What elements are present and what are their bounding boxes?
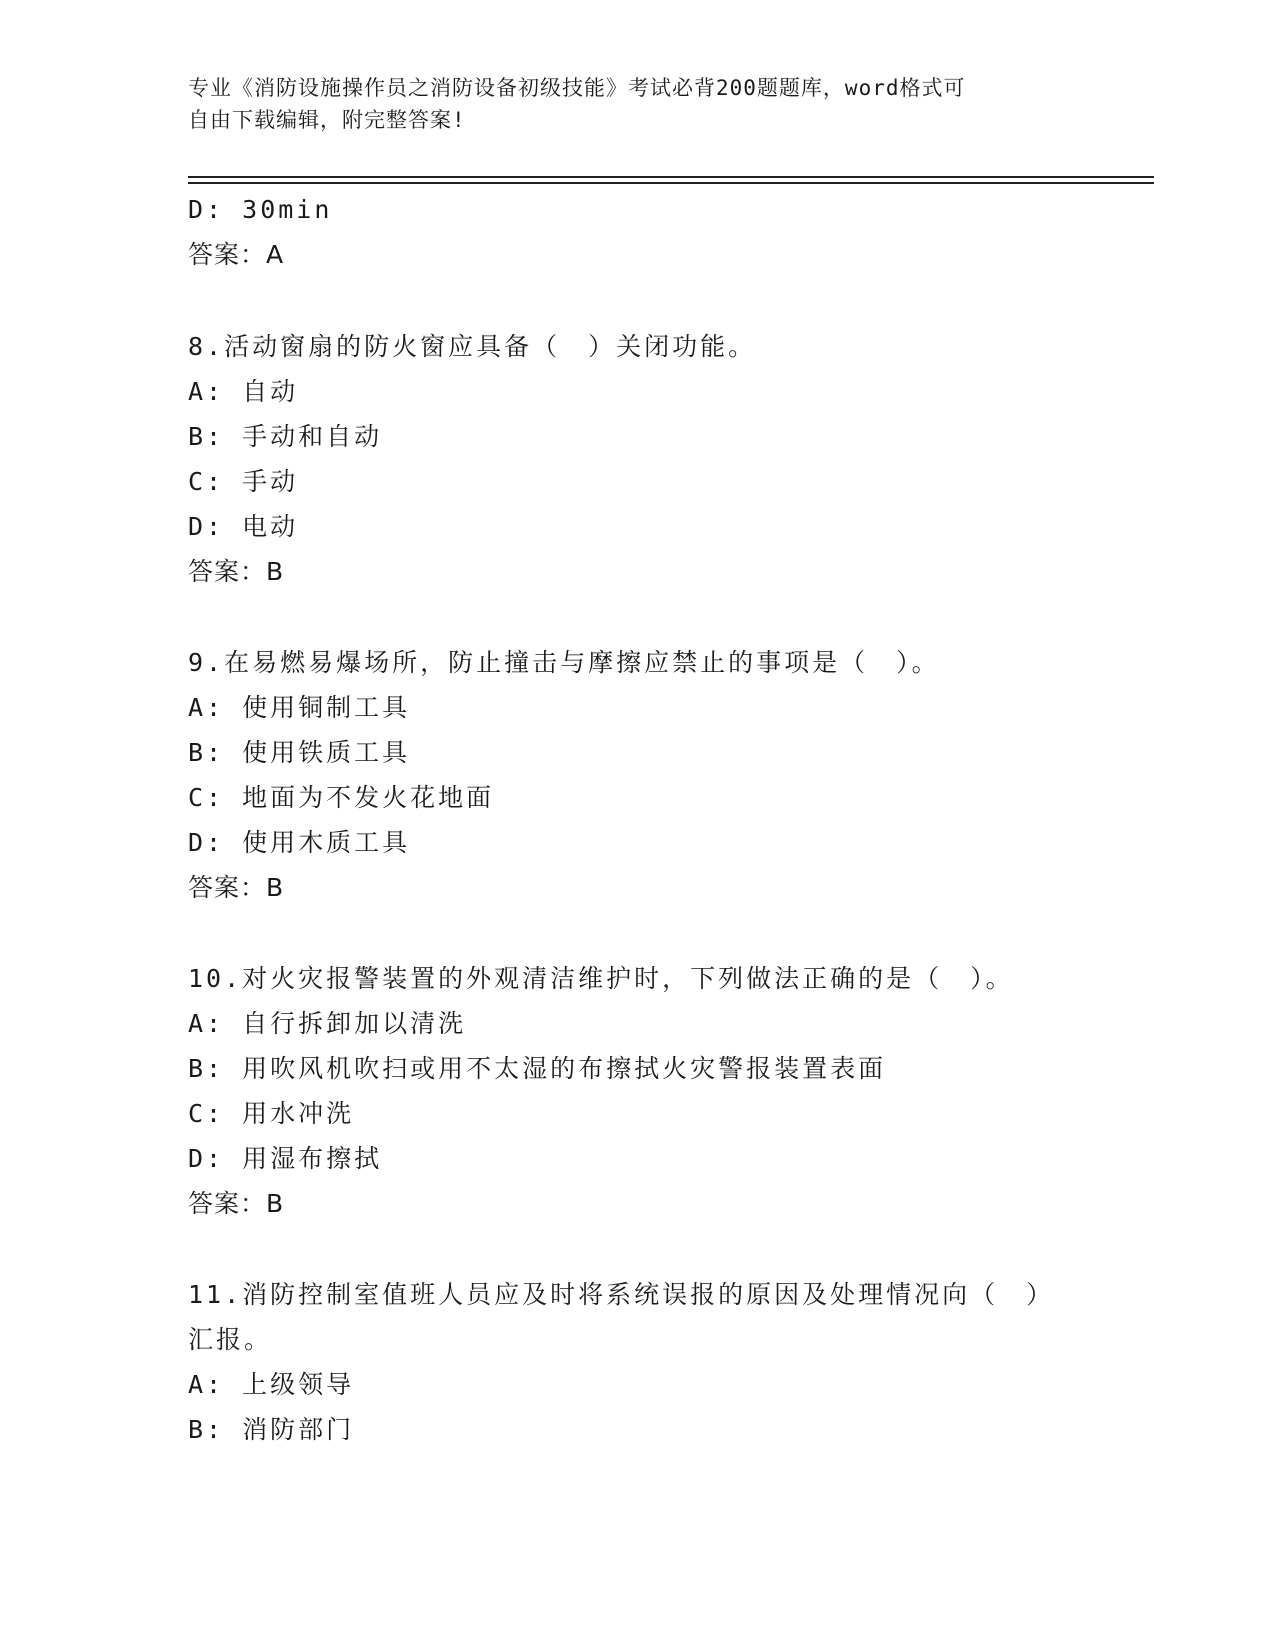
header-divider-bottom: [188, 182, 1154, 184]
question-10: 10.对火灾报警装置的外观清洁维护时，下列做法正确的是（ ）。: [188, 964, 1014, 993]
option-b: B: 消防部门: [188, 1415, 355, 1444]
option-d: D: 使用木质工具: [188, 828, 411, 857]
question-9: 9.在易燃易爆场所，防止撞击与摩擦应禁止的事项是（ ）。: [188, 648, 940, 677]
header-line-2: 自由下载编辑，附完整答案!: [188, 108, 466, 132]
question-11-continued: 汇报。: [188, 1325, 273, 1354]
option-d: D: 30min: [188, 195, 333, 224]
answer: 答案：A: [188, 240, 285, 269]
option-b: B: 用吹风机吹扫或用不太湿的布擦拭火灾警报装置表面: [188, 1054, 887, 1083]
header-line-1: 专业《消防设施操作员之消防设备初级技能》考试必背200题题库，word格式可: [188, 76, 966, 100]
option-a: A: 自动: [188, 377, 299, 406]
answer: 答案：B: [188, 1189, 285, 1218]
option-b: B: 手动和自动: [188, 422, 383, 451]
option-c: C: 手动: [188, 467, 299, 496]
document-header: [188, 72, 1088, 136]
question-11: 11.消防控制室值班人员应及时将系统误报的原因及处理情况向（ ）: [188, 1280, 1055, 1309]
option-a: A: 上级领导: [188, 1370, 355, 1399]
option-d: D: 用湿布擦拭: [188, 1144, 383, 1173]
option-d: D: 电动: [188, 512, 299, 541]
answer: 答案：B: [188, 557, 285, 586]
option-b: B: 使用铁质工具: [188, 738, 411, 767]
option-a: A: 自行拆卸加以清洗: [188, 1009, 467, 1038]
option-c: C: 地面为不发火花地面: [188, 783, 495, 812]
answer: 答案：B: [188, 873, 285, 902]
option-a: A: 使用铜制工具: [188, 693, 411, 722]
header-divider-top: [188, 176, 1154, 178]
question-8: 8.活动窗扇的防火窗应具备（ ）关闭功能。: [188, 332, 757, 361]
option-c: C: 用水冲洗: [188, 1099, 355, 1128]
